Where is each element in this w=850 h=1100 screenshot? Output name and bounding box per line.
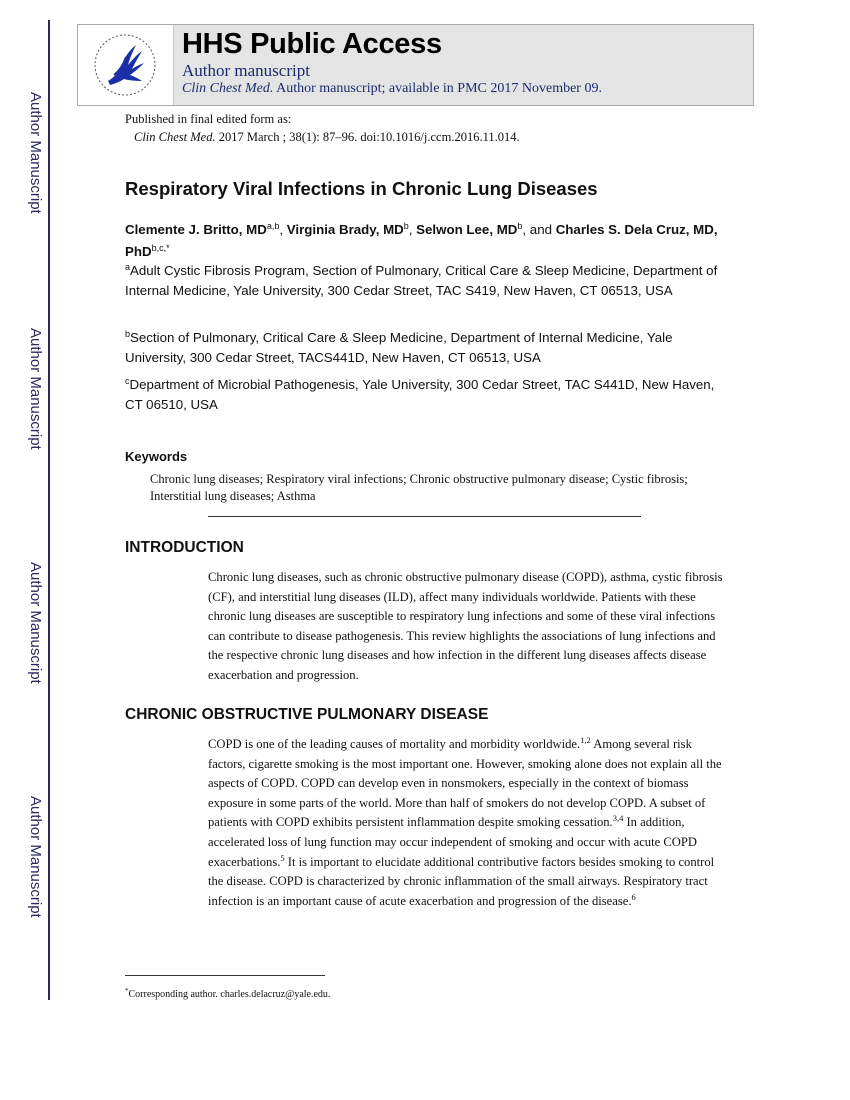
hhs-public-access-banner: [77, 24, 754, 106]
citation-details[interactable]: 2017 March ; 38(1): 87–96. doi:10.1016/j.ccm.2016.11.014.: [218, 130, 520, 144]
author-separator: ,: [408, 222, 417, 237]
citation-ref[interactable]: 5: [280, 852, 285, 863]
keywords-list: Chronic lung diseases; Respiratory viral infections; Chronic obstructive pulmonary disease; Cystic fibrosis; Interstitial lung diseases; Asthma: [150, 472, 688, 503]
author-affiliation-mark: b: [403, 221, 409, 231]
affiliation-a: [125, 261, 725, 301]
author-affiliation-mark: b,c,*: [151, 243, 170, 253]
keywords-heading: Keywords: [125, 449, 188, 464]
banner-journal: Clin Chest Med.: [182, 81, 274, 96]
author-separator: , and: [522, 222, 556, 237]
affiliation-b: [125, 328, 725, 368]
citation: [125, 128, 520, 146]
affiliation-text: Section of Pulmonary, Critical Care & Sleep Medicine, Department of Internal Medicine, Yale University, 300 Cedar Street, TACS441D, New Haven, CT 06513, USA: [125, 330, 673, 365]
introduction-paragraph: Chronic lung diseases, such as chronic obstructive pulmonary disease (COPD), asthma, cystic fibrosis (CF), and interstitial lung diseases (ILD), affect many individuals worldwide. Patients with these chronic lung diseases are susceptible to respiratory lung infections and some of these viral infections can contribute to disease pathogenesis. This review highlights the associations of lung infections and the respective chronic lung diseases and how infection in the different lung diseases affects disease exacerbation and progression.: [208, 570, 723, 682]
author-affiliation-mark: a,b: [266, 221, 280, 231]
author-name: Clemente J. Britto, MD: [125, 222, 267, 237]
author-name: Charles S. Dela Cruz, MD, PhD: [125, 222, 718, 259]
paragraph-text: In addition, accelerated loss of lung function may occur independent of smoking and occur with acute COPD exacerbations.: [208, 815, 697, 869]
publication-info: [125, 110, 520, 146]
article-title: Respiratory Viral Infections in Chronic Lung Diseases: [125, 178, 598, 199]
corresponding-author-footnote: [125, 989, 330, 1000]
affiliation-mark: b: [125, 329, 131, 339]
paragraph-text: COPD is one of the leading causes of mortality and morbidity worldwide.: [208, 737, 581, 751]
side-label-author-manuscript: Author Manuscript: [27, 92, 44, 214]
section-heading-introduction: INTRODUCTION: [125, 539, 244, 556]
affiliation-mark: a: [125, 262, 131, 272]
citation-ref[interactable]: 6: [631, 891, 636, 902]
affiliation-text: Adult Cystic Fibrosis Program, Section of Pulmonary, Critical Care & Sleep Medicine, Department of Internal Medicine, Yale University, 300 Cedar Street, TAC S419, New Haven, CT 06513, USA: [125, 263, 718, 298]
author-name: Selwon Lee, MD: [416, 222, 518, 237]
paragraph-text: Among several risk factors, cigarette smoking is the most important one. However, smoking alone does not explain all the aspects of COPD. COPD can develop even in nonsmokers, especially in the context of biomass exposure in some parts of the world. More than half of smokers do not develop COPD. A subset of patients with COPD exhibits persistent inflammation despite smoking cessation.: [208, 737, 722, 830]
banner-title: HHS Public Access: [182, 28, 442, 60]
author-list: [125, 219, 725, 263]
affiliation-c: [125, 375, 725, 415]
copd-paragraph: [208, 735, 724, 911]
published-label: Published in final edited form as:: [125, 112, 292, 126]
footnote-mark: *: [125, 987, 129, 995]
citation-ref[interactable]: 3,4: [612, 813, 624, 824]
footnote-rule: [125, 975, 325, 976]
side-label-author-manuscript: Author Manuscript: [27, 328, 44, 450]
author-name: Virginia Brady, MD: [286, 222, 404, 237]
hhs-eagle-logo-icon: [78, 25, 174, 105]
affiliation-text: Department of Microbial Pathogenesis, Yale University, 300 Cedar Street, TAC S441D, New Haven, CT 06510, USA: [125, 377, 715, 412]
side-label-author-manuscript: Author Manuscript: [27, 796, 44, 918]
banner-availability: [182, 80, 602, 98]
affiliation-mark: c: [125, 376, 130, 386]
section-heading-copd: CHRONIC OBSTRUCTIVE PULMONARY DISEASE: [125, 706, 489, 723]
author-separator: ,: [279, 222, 287, 237]
banner-subtitle: Author manuscript: [182, 61, 310, 80]
margin-rule: [48, 20, 50, 1000]
availability-text: Author manuscript; available in PMC 2017 November 09.: [276, 81, 602, 96]
paragraph-text: It is important to elucidate additional contributive factors besides smoking to control the disease. COPD is characterized by chronic inflammation of the small airways. Respiratory tract infection is an important cause of acute exacerbation and progression of the disease.: [208, 854, 715, 908]
citation-journal: Clin Chest Med.: [134, 130, 216, 144]
section-divider: [208, 516, 641, 517]
author-affiliation-mark: b: [517, 221, 523, 231]
side-label-author-manuscript: Author Manuscript: [27, 562, 44, 684]
footnote-text: Corresponding author. charles.delacruz@yale.edu.: [128, 989, 331, 1000]
citation-ref[interactable]: 1,2: [580, 735, 591, 745]
